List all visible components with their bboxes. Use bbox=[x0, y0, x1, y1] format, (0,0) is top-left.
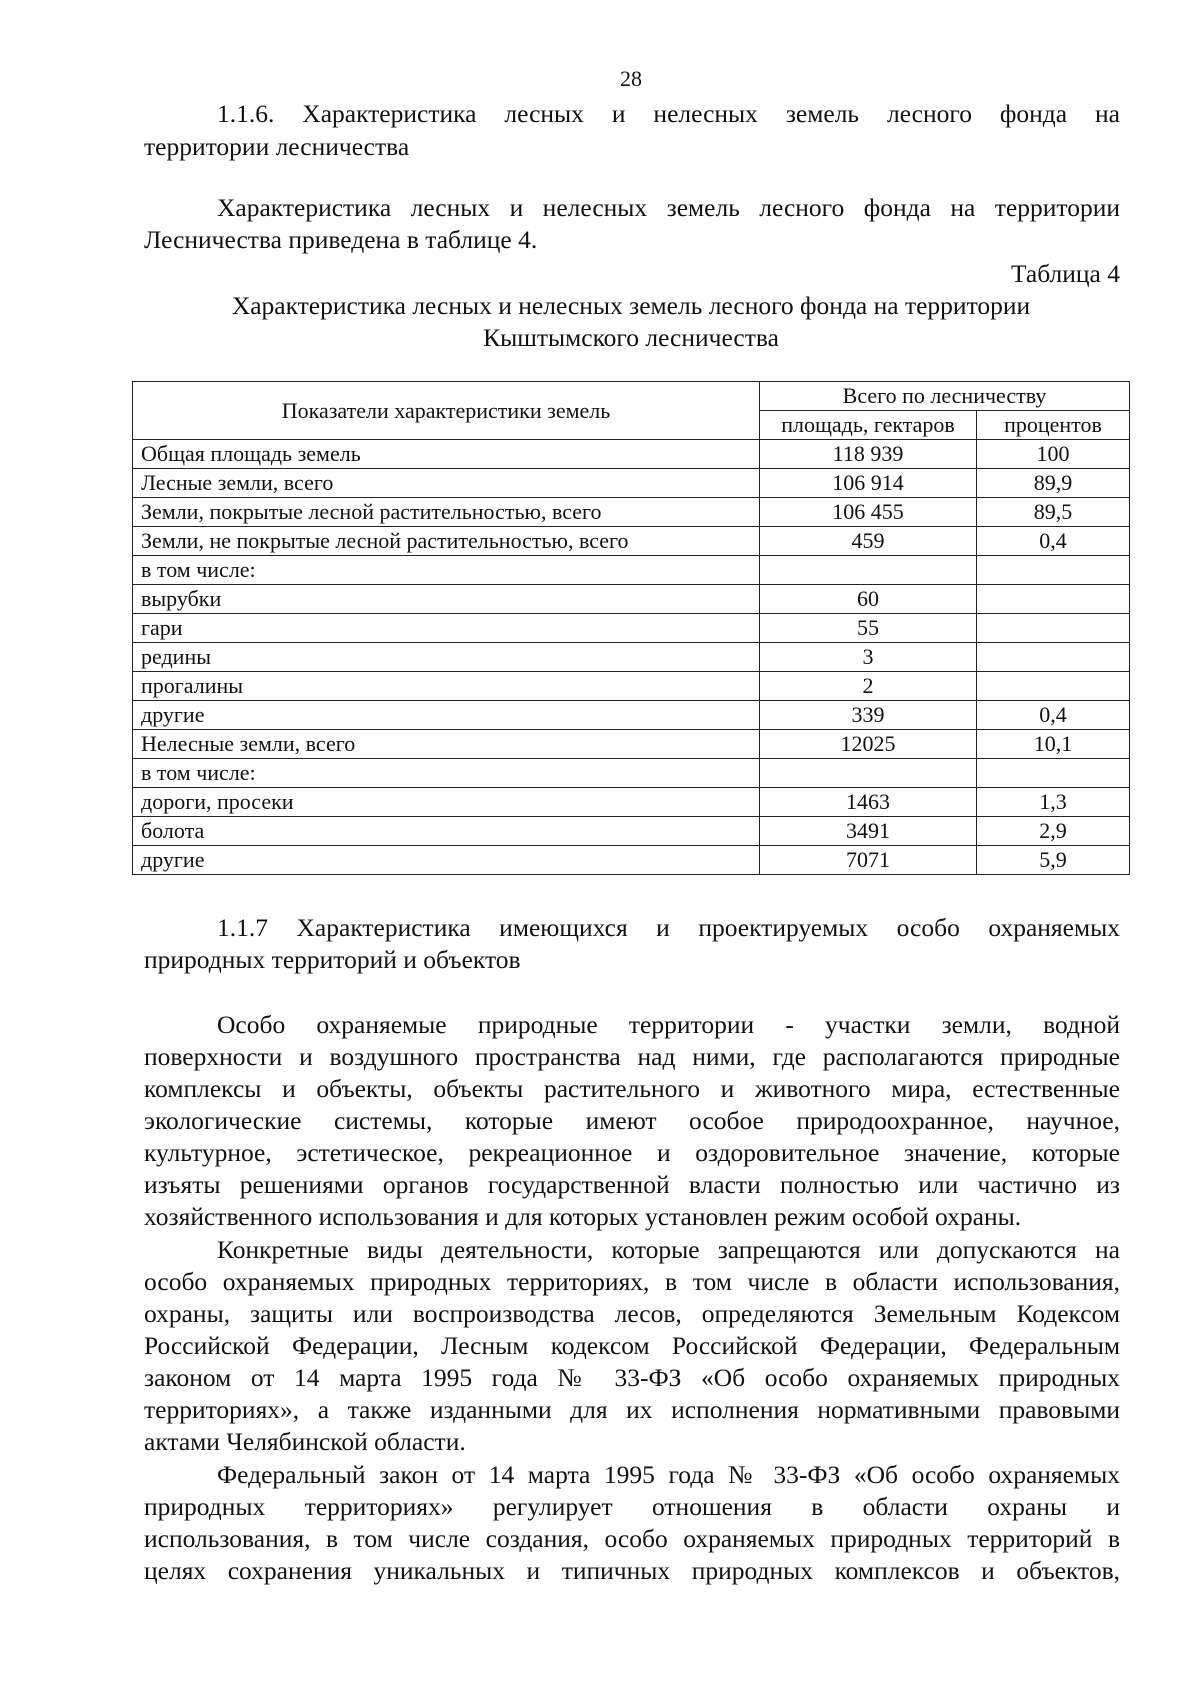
row-name-cell: другие bbox=[133, 846, 760, 875]
row-area-cell: 118 939 bbox=[760, 440, 977, 469]
row-name-cell: гари bbox=[133, 614, 760, 643]
paragraph-line: поверхности и воздушного пространства над ними, где располагаются природные bbox=[144, 1042, 1120, 1071]
table-row bbox=[133, 643, 1130, 672]
header-percent: процентов bbox=[977, 411, 1130, 440]
row-name-cell: в том числе: bbox=[133, 556, 760, 585]
table-row bbox=[133, 672, 1130, 701]
paragraph-line: Лесничества приведена в таблице 4. bbox=[144, 225, 538, 254]
row-area-cell: 55 bbox=[760, 614, 977, 643]
row-area-cell: 459 bbox=[760, 527, 977, 556]
row-area-cell: 1463 bbox=[760, 788, 977, 817]
row-name-cell: Нелесные земли, всего bbox=[133, 730, 760, 759]
row-area-cell: 7071 bbox=[760, 846, 977, 875]
row-name-cell: Общая площадь земель bbox=[133, 440, 760, 469]
row-area-cell: 339 bbox=[760, 701, 977, 730]
header-indicator: Показатели характеристики земель bbox=[133, 382, 760, 440]
row-name-cell: в том числе: bbox=[133, 759, 760, 788]
row-percent-cell: 10,1 bbox=[977, 730, 1130, 759]
row-name-cell: вырубки bbox=[133, 585, 760, 614]
table-row bbox=[133, 556, 1130, 585]
row-name-cell: прогалины bbox=[133, 672, 760, 701]
paragraph-line: Характеристика лесных и нелесных земель лесного фонда на территории bbox=[217, 193, 1120, 222]
paragraph-line: природных территориях» регулирует отношения в области охраны и bbox=[144, 1492, 1120, 1521]
table-title: Характеристика лесных и нелесных земель лесного фонда на территории bbox=[231, 291, 1031, 320]
paragraph-line: изъяты решениями органов государственной власти полностью или частично из bbox=[144, 1170, 1120, 1199]
row-name-cell: Земли, не покрытые лесной растительностью, всего bbox=[133, 527, 760, 556]
table-header-row bbox=[133, 382, 1130, 411]
row-area-cell bbox=[760, 556, 977, 585]
table-row bbox=[133, 701, 1130, 730]
row-name-cell: Лесные земли, всего bbox=[133, 469, 760, 498]
paragraph-line: экологические системы, которые имеют особое природоохранное, научное, bbox=[144, 1106, 1120, 1135]
section-heading-line: 1.1.7 Характеристика имеющихся и проектируемых особо охраняемых bbox=[217, 913, 1120, 942]
paragraph-line: особо охраняемых природных территориях, в том числе в области использования, bbox=[144, 1267, 1120, 1296]
row-percent-cell bbox=[977, 556, 1130, 585]
paragraph-line: комплексы и объекты, объекты растительного и животного мира, естественные bbox=[144, 1074, 1120, 1103]
paragraph-line: актами Челябинской области. bbox=[144, 1427, 466, 1456]
row-area-cell: 3491 bbox=[760, 817, 977, 846]
row-percent-cell bbox=[977, 643, 1130, 672]
row-percent-cell: 0,4 bbox=[977, 527, 1130, 556]
table-row bbox=[133, 527, 1130, 556]
row-name-cell: другие bbox=[133, 701, 760, 730]
table-label: Таблица 4 bbox=[1010, 259, 1120, 288]
table-row bbox=[133, 498, 1130, 527]
header-group: Всего по лесничеству bbox=[760, 382, 1130, 411]
row-area-cell: 60 bbox=[760, 585, 977, 614]
table-row bbox=[133, 614, 1130, 643]
row-percent-cell: 1,3 bbox=[977, 788, 1130, 817]
row-area-cell: 12025 bbox=[760, 730, 977, 759]
paragraph-line: хозяйственного использования и для которых установлен режим особой охраны. bbox=[144, 1202, 1022, 1231]
land-characteristics-table bbox=[132, 381, 1130, 875]
row-percent-cell: 89,5 bbox=[977, 498, 1130, 527]
table-row bbox=[133, 846, 1130, 875]
table-row bbox=[133, 440, 1130, 469]
row-name-cell: Земли, покрытые лесной растительностью, всего bbox=[133, 498, 760, 527]
table-row bbox=[133, 817, 1130, 846]
paragraph-line: Особо охраняемые природные территории - участки земли, водной bbox=[217, 1010, 1120, 1039]
row-name-cell: редины bbox=[133, 643, 760, 672]
section-heading-line: территории лесничества bbox=[144, 132, 410, 161]
row-percent-cell: 89,9 bbox=[977, 469, 1130, 498]
row-percent-cell bbox=[977, 759, 1130, 788]
paragraph-line: использования, в том числе создания, особо охраняемых природных территорий в bbox=[144, 1524, 1120, 1553]
table-row bbox=[133, 585, 1130, 614]
paragraph-line: Конкретные виды деятельности, которые запрещаются или допускаются на bbox=[217, 1235, 1120, 1264]
paragraph-line: культурное, эстетическое, рекреационное и оздоровительное значение, которые bbox=[144, 1138, 1120, 1167]
row-percent-cell: 100 bbox=[977, 440, 1130, 469]
table-row bbox=[133, 759, 1130, 788]
row-percent-cell: 2,9 bbox=[977, 817, 1130, 846]
table-row bbox=[133, 788, 1130, 817]
table-row bbox=[133, 469, 1130, 498]
paragraph-line: Федеральный закон от 14 марта 1995 года № 33-ФЗ «Об особо охраняемых bbox=[217, 1460, 1120, 1489]
row-area-cell: 106 455 bbox=[760, 498, 977, 527]
row-area-cell: 106 914 bbox=[760, 469, 977, 498]
row-name-cell: болота bbox=[133, 817, 760, 846]
paragraph-line: охраны, защиты или воспроизводства лесов, определяются Земельным Кодексом bbox=[144, 1299, 1120, 1328]
row-area-cell: 3 bbox=[760, 643, 977, 672]
row-percent-cell: 0,4 bbox=[977, 701, 1130, 730]
table-row bbox=[133, 730, 1130, 759]
table-title: Кыштымского лесничества bbox=[483, 323, 779, 352]
paragraph-line: целях сохранения уникальных и типичных природных комплексов и объектов, bbox=[144, 1556, 1120, 1585]
section-heading-line: 1.1.6. Характеристика лесных и нелесных земель лесного фонда на bbox=[217, 99, 1120, 128]
paragraph-line: Российской Федерации, Лесным кодексом Российской Федерации, Федеральным bbox=[144, 1331, 1120, 1360]
row-area-cell: 2 bbox=[760, 672, 977, 701]
row-percent-cell bbox=[977, 614, 1130, 643]
page-number: 28 bbox=[620, 66, 642, 91]
header-area: площадь, гектаров bbox=[760, 411, 977, 440]
row-percent-cell bbox=[977, 585, 1130, 614]
row-name-cell: дороги, просеки bbox=[133, 788, 760, 817]
row-area-cell bbox=[760, 759, 977, 788]
row-percent-cell: 5,9 bbox=[977, 846, 1130, 875]
paragraph-line: законом от 14 марта 1995 года № 33-ФЗ «Об особо охраняемых природных bbox=[144, 1363, 1120, 1392]
paragraph-line: территориях», а также изданными для их исполнения нормативными правовыми bbox=[144, 1395, 1120, 1424]
row-percent-cell bbox=[977, 672, 1130, 701]
section-heading-line: природных территорий и объектов bbox=[144, 945, 521, 974]
